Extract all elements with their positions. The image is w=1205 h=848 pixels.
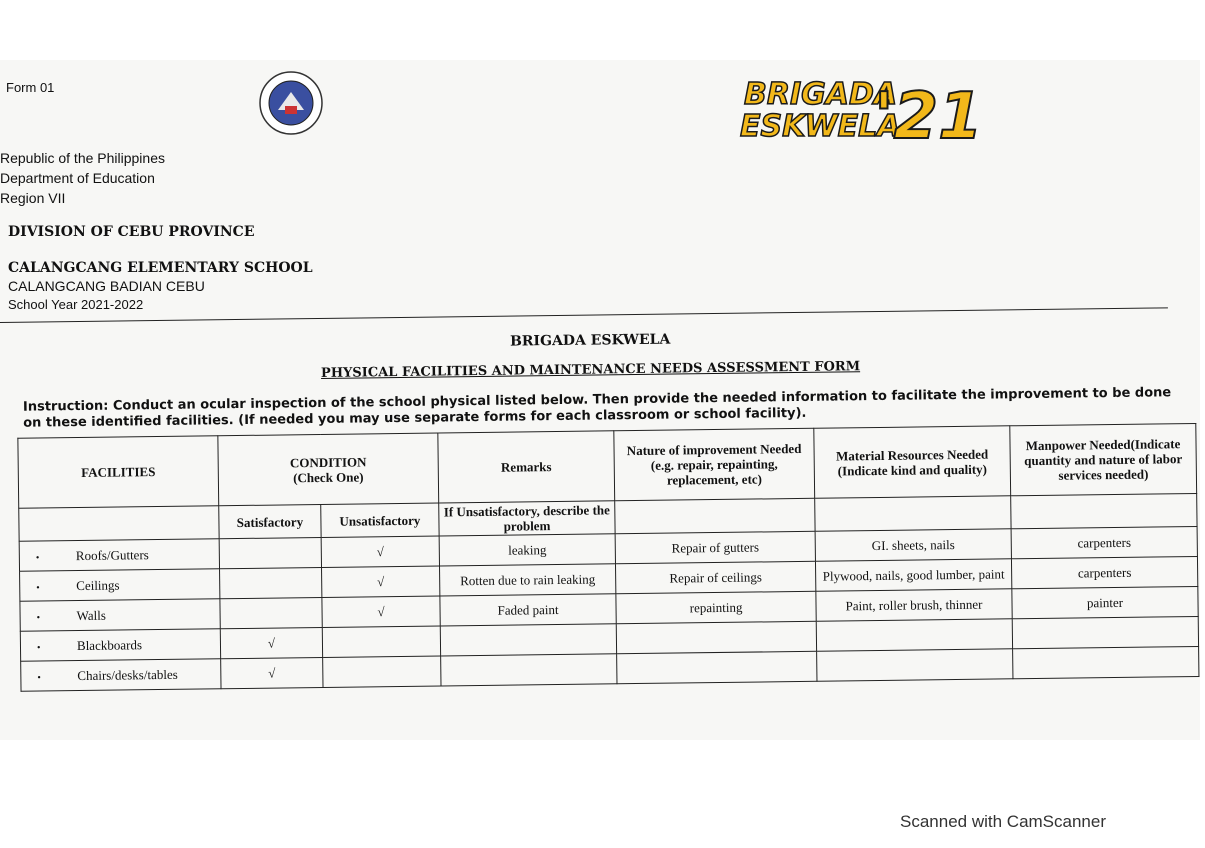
header-material-sub: (Indicate kind and quality): [837, 461, 988, 478]
cell-facility: [20, 569, 220, 602]
header-school-year: School Year 2021-2022: [8, 297, 144, 312]
cell-satisfactory: [220, 597, 322, 628]
cell-nature: [617, 651, 817, 684]
facility-label: Walls: [76, 607, 106, 623]
cell-satisfactory: [220, 567, 322, 598]
cell-manpower: painter: [1012, 586, 1198, 618]
facility-label: Ceilings: [76, 577, 120, 593]
header-republic: Republic of the Philippines: [0, 150, 165, 166]
header-address: CALANGCANG BADIAN CEBU: [8, 278, 205, 294]
header-manpower: Manpower Needed(Indicate quantity and nature of labor services needed): [1010, 423, 1197, 495]
bullet-icon: •: [36, 582, 40, 594]
header-nature-sub: (e.g. repair, repainting, replacement, etc): [650, 456, 778, 488]
cell-material: [817, 649, 1013, 681]
cell-satisfactory: √: [221, 657, 323, 688]
cell-manpower: carpenters: [1011, 556, 1197, 588]
cell-satisfactory: √: [220, 627, 322, 658]
cell-facility: [21, 659, 221, 692]
cell-nature: Repair of gutters: [615, 531, 815, 564]
subheader-nature-blank: [615, 498, 815, 534]
cell-facility: [19, 539, 219, 572]
cell-remarks: [440, 624, 616, 656]
cell-material: Paint, roller brush, thinner: [816, 589, 1012, 621]
logo-line1: BRIGADA: [744, 77, 898, 112]
header-nature-label: Nature of improvement Needed: [626, 440, 802, 459]
header-condition-sub: (Check One): [293, 468, 364, 485]
subheader-blank: [19, 506, 219, 542]
facility-label: Chairs/desks/tables: [77, 666, 178, 683]
bullet-icon: •: [36, 642, 41, 654]
bullet-icon: •: [37, 672, 41, 684]
facility-label: Roofs/Gutters: [75, 546, 149, 563]
instruction-text: Instruction: Conduct an ocular inspection of the school physical listed below. Then provide the needed information to facilitate the improvement to be done on these identified facilities. (If needed you may use separate forms for each classroom or school facility).: [22, 385, 1172, 431]
subheader-unsatisfactory: Unsatisfactory: [321, 503, 439, 537]
camscanner-watermark: Scanned with CamScanner: [900, 812, 1107, 831]
cell-remarks: [441, 654, 617, 686]
form-title: BRIGADA ESKWELA: [509, 331, 671, 350]
cell-manpower: [1013, 646, 1199, 678]
cell-manpower: [1012, 616, 1198, 648]
facility-label: Blackboards: [76, 636, 143, 653]
cell-nature: repainting: [616, 591, 816, 624]
header-material: [814, 426, 1011, 498]
form-subtitle: PHYSICAL FACILITIES AND MAINTENANCE NEEDS ASSESSMENT FORM: [320, 359, 861, 381]
cell-facility: [20, 629, 220, 662]
cell-satisfactory: [219, 537, 321, 568]
cell-material: Plywood, nails, good lumber, paint: [815, 559, 1011, 591]
header-deped: Department of Education: [0, 170, 155, 186]
bullet-icon: •: [36, 612, 41, 624]
bullet-icon: •: [35, 552, 40, 564]
cell-manpower: carpenters: [1011, 526, 1197, 558]
form-number: Form 01: [6, 80, 55, 95]
cell-remarks: Rotten due to rain leaking: [440, 564, 616, 596]
cell-material: [816, 619, 1012, 651]
logo-year: '21: [874, 80, 983, 154]
cell-unsatisfactory: [322, 626, 440, 657]
cell-material: GI. sheets, nails: [815, 529, 1011, 561]
subheader-satisfactory: Satisfactory: [219, 504, 321, 538]
subheader-remarks: If Unsatisfactory, describe the problem: [439, 501, 615, 536]
cell-remarks: leaking: [439, 534, 615, 566]
header-nature: [614, 428, 815, 501]
header-facilities: FACILITIES: [18, 436, 219, 509]
cell-nature: [616, 621, 816, 654]
cell-unsatisfactory: [323, 656, 441, 687]
cell-facility: [20, 599, 220, 632]
logo-line2: ESKWELA: [740, 109, 901, 144]
header-condition: [218, 433, 439, 506]
header-region: Region VII: [0, 190, 66, 206]
brigada-eskwela-logo: [740, 72, 983, 154]
header-division: DIVISION OF CEBU PROVINCE: [8, 224, 255, 240]
subheader-material-blank: [815, 496, 1011, 531]
cell-unsatisfactory: √: [322, 596, 440, 627]
header-school: CALANGCANG ELEMENTARY SCHOOL: [8, 260, 313, 276]
cell-unsatisfactory: √: [322, 566, 440, 597]
header-remarks: Remarks: [438, 431, 615, 503]
cell-nature: Repair of ceilings: [615, 561, 815, 594]
cell-unsatisfactory: √: [321, 536, 439, 567]
deped-seal: [258, 70, 324, 136]
header-material-label: Material Resources Needed: [835, 446, 989, 464]
form-body: [0, 315, 1205, 730]
subheader-manpower-blank: [1011, 493, 1197, 528]
assessment-table: [17, 423, 1199, 692]
header-condition-label: CONDITION: [289, 453, 367, 470]
cell-remarks: Faded paint: [440, 594, 616, 626]
